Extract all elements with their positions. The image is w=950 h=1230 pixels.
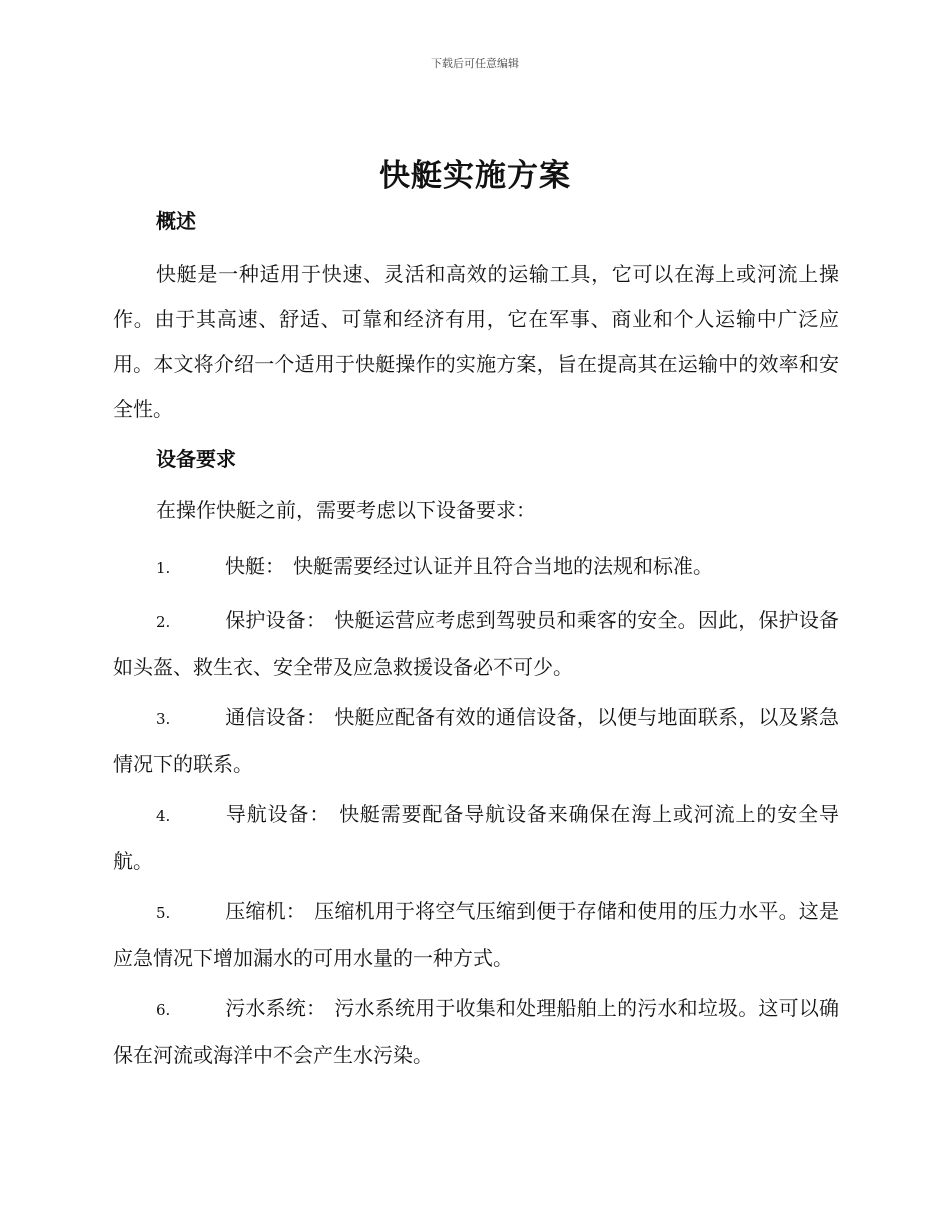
list-item-label: 导航设备：: [225, 802, 331, 826]
list-item-text: 快艇运营应考虑到驾驶员和乘客的安全。因此，保护设备如头盔、救生衣、安全带及应急救援设备必不可少。: [113, 608, 840, 679]
list-item-label: 保护设备：: [225, 608, 327, 632]
list-item: [113, 889, 839, 981]
list-item-label: 通信设备：: [225, 705, 327, 729]
list-item-number: 1.: [156, 559, 171, 577]
list-item-label: 压缩机：: [225, 899, 306, 923]
list-item-text: 快艇需要配备导航设备来确保在海上或河流上的安全导航。: [113, 802, 840, 873]
section-heading-equipment: 设备要求: [156, 447, 236, 471]
list-item: [113, 695, 839, 787]
list-item-number: 4.: [156, 807, 171, 825]
list-item-text: 快艇应配备有效的通信设备，以便与地面联系，以及紧急情况下的联系。: [113, 705, 840, 776]
header-note: 下载后可任意编辑: [431, 57, 519, 70]
list-item: [113, 986, 839, 1078]
section-heading-overview: 概述: [156, 209, 196, 233]
list-item: [113, 598, 839, 690]
overview-paragraph: 快艇是一种适用于快速、灵活和高效的运输工具，它可以在海上或河流上操作。由于其高速、舒适、可靠和经济有用，它在军事、商业和个人运输中广泛应用。本文将介绍一个适用于快艇操作的实施方案，旨在提高其在运输中的效率和安全性。: [113, 262, 839, 421]
list-item-number: 5.: [156, 904, 171, 922]
list-item-number: 2.: [156, 613, 171, 631]
list-item: [113, 544, 839, 591]
list-item-text: 快艇需要经过认证并且符合当地的法规和标准。: [293, 554, 713, 578]
list-item-label: 快艇：: [225, 554, 285, 578]
list-item-label: 污水系统：: [225, 996, 327, 1020]
document-title: 快艇实施方案: [379, 158, 571, 194]
list-item-number: 3.: [156, 710, 171, 728]
list-item-number: 6.: [156, 1001, 171, 1019]
list-item-text: 压缩机用于将空气压缩到便于存储和使用的压力水平。这是应急情况下增加漏水的可用水量的一种方式。: [113, 899, 840, 970]
list-item: [113, 792, 839, 884]
list-item-text: 污水系统用于收集和处理船舶上的污水和垃圾。这可以确保在河流或海洋中不会产生水污染。: [113, 996, 840, 1067]
equipment-intro: 在操作快艇之前，需要考虑以下设备要求：: [156, 498, 536, 522]
